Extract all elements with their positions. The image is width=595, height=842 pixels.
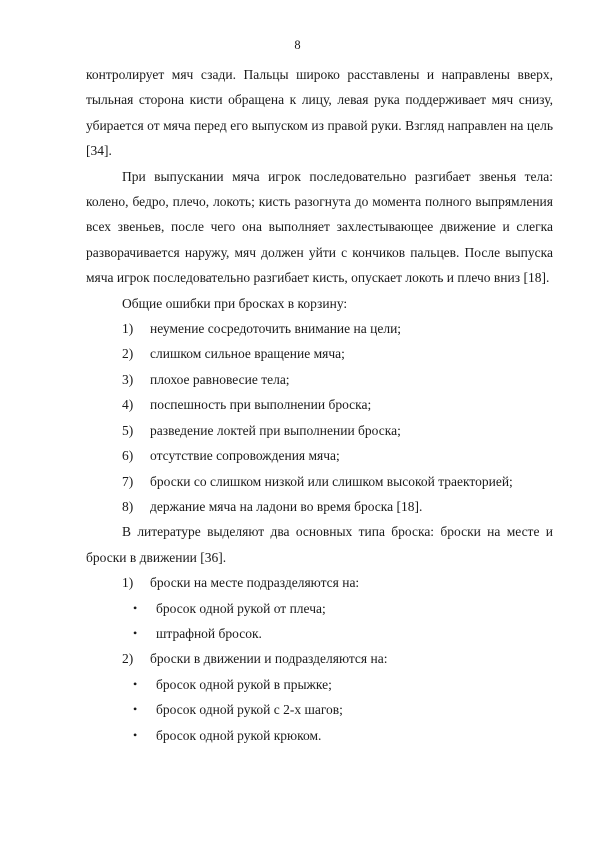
page-number: 8 xyxy=(294,38,301,52)
list-item xyxy=(86,316,553,341)
paragraph-throw-types: В литературе выделяют два основных типа броска: броски на месте и броски в движении [36]. xyxy=(86,524,553,565)
bullet-icon: • xyxy=(133,625,138,640)
list-number: 2) xyxy=(122,651,134,667)
list-number: 8) xyxy=(122,498,134,514)
paragraph-shooting-technique: контролирует мяч сзади. Пальцы широко расставлены и направлены вверх, тыльная сторона кисти обращена к лицу, левая рука поддерживает мяч снизу, убирается от мяча перед его выпуском из правой руки. Взгляд направлен на цель [34]. xyxy=(86,67,553,159)
bullet-item xyxy=(86,621,553,646)
bullet-text: бросок одной рукой крюком. xyxy=(156,727,322,743)
list-item xyxy=(86,392,553,417)
moving-throws-list xyxy=(86,672,553,748)
list-item xyxy=(86,570,553,595)
list-number: 7) xyxy=(122,473,134,489)
bullet-item xyxy=(86,723,553,748)
list-item xyxy=(86,646,553,671)
list-item xyxy=(86,494,553,519)
list-item xyxy=(86,367,553,392)
list-item-text: неумение сосредоточить внимание на цели; xyxy=(150,321,402,337)
list-item xyxy=(86,469,553,494)
list-item xyxy=(86,443,553,468)
list-number: 5) xyxy=(122,422,134,438)
errors-intro: Общие ошибки при бросках в корзину: xyxy=(122,295,348,311)
errors-list xyxy=(86,316,553,519)
bullet-icon: • xyxy=(133,702,138,717)
list-item-text: плохое равновесие тела; xyxy=(150,371,290,387)
list-item-text: держание мяча на ладони во время броска [18]. xyxy=(150,498,423,514)
throw-types-list-continued xyxy=(86,646,553,671)
bullet-text: бросок одной рукой с 2-х шагов; xyxy=(156,702,343,718)
list-item-text: броски со слишком низкой или слишком высокой траекторией; xyxy=(150,473,513,489)
list-number: 3) xyxy=(122,371,134,387)
list-number: 1) xyxy=(122,321,134,337)
throw-types-list xyxy=(86,570,553,595)
bullet-item xyxy=(86,596,553,621)
list-item xyxy=(86,418,553,443)
document-body xyxy=(86,62,553,748)
bullet-icon: • xyxy=(133,676,138,691)
bullet-item xyxy=(86,672,553,697)
bullet-text: бросок одной рукой в прыжке; xyxy=(156,676,332,692)
list-item-text: поспешность при выполнении броска; xyxy=(150,397,372,413)
list-item xyxy=(86,341,553,366)
bullet-text: штрафной бросок. xyxy=(156,625,262,641)
list-item-text: разведение локтей при выполнении броска; xyxy=(150,422,401,438)
list-item-text: броски на месте подразделяются на: xyxy=(150,575,360,591)
bullet-text: бросок одной рукой от плеча; xyxy=(156,600,326,616)
bullet-icon: • xyxy=(133,727,138,742)
list-number: 4) xyxy=(122,397,134,413)
list-number: 1) xyxy=(122,575,134,591)
paragraph-ball-release: При выпускании мяча игрок последовательно разгибает звенья тела: колено, бедро, плечо, локоть; кисть разогнута до момента полного выпрямления всех звеньев, после чего она выполняет захлестывающее движение и слегка разворачивается наружу, мяч должен уйти с кончиков пальцев. После выпуска мяча игрок последовательно разгибает кисть, опускает локоть и плечо вниз [18]. xyxy=(86,168,553,286)
list-number: 6) xyxy=(122,448,134,464)
standing-throws-list xyxy=(86,596,553,647)
list-number: 2) xyxy=(122,346,134,362)
bullet-item xyxy=(86,697,553,722)
list-item-text: отсутствие сопровождения мяча; xyxy=(150,448,340,464)
list-item-text: слишком сильное вращение мяча; xyxy=(150,346,345,362)
list-item-text: броски в движении и подразделяются на: xyxy=(150,651,388,667)
bullet-icon: • xyxy=(133,600,138,615)
